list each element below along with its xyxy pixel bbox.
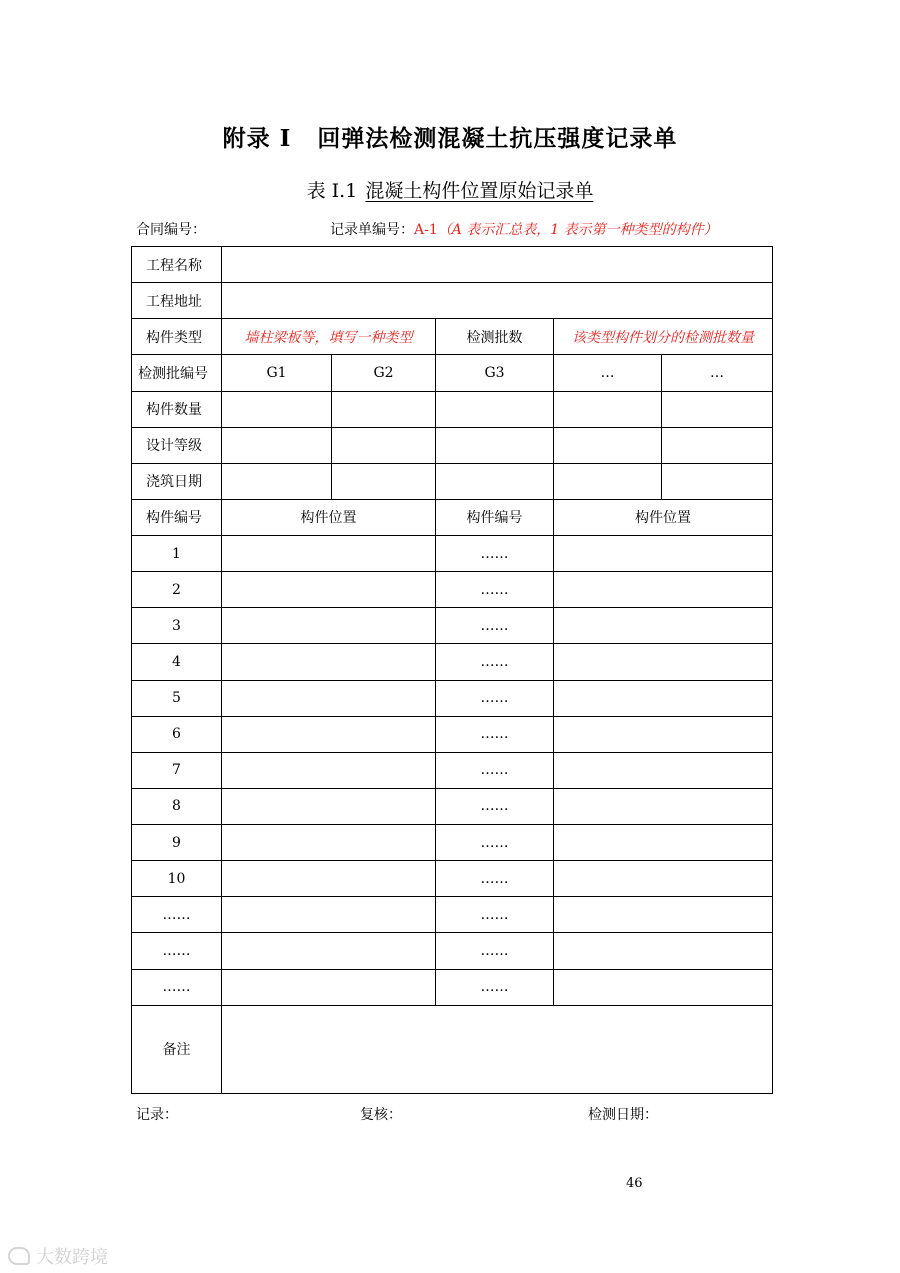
appendix-label: 附录 I [222,125,292,152]
component-type-value[interactable]: 墙柱梁板等，填写一种类型 [222,319,436,355]
component-number-2: …… [436,897,554,933]
pour-date-cell[interactable] [554,463,662,499]
component-number: …… [132,933,222,969]
component-position-field-2[interactable] [554,608,773,644]
component-count-cell[interactable] [436,391,554,427]
component-number-2: …… [436,572,554,608]
component-position-field[interactable] [222,897,436,933]
test-date-label: 检测日期： [588,1107,658,1123]
record-number-value: A-1 [414,222,438,238]
pour-date-cell[interactable] [436,463,554,499]
component-position-field[interactable] [222,933,436,969]
design-grade-label: 设计等级 [132,427,222,463]
component-number-2: …… [436,969,554,1005]
component-number: 8 [132,788,222,824]
record-number [330,219,718,239]
component-position-field[interactable] [222,861,436,897]
pour-date-cell[interactable] [662,463,773,499]
pour-date-cell[interactable] [332,463,436,499]
batch-count-value[interactable]: 该类型构件划分的检测批数量 [554,319,773,355]
table-row [132,969,773,1005]
table-row [132,897,773,933]
batch-number-cell: … [662,355,773,391]
component-count-cell[interactable] [554,391,662,427]
page-number: 46 [626,1176,643,1191]
project-name-label: 工程名称 [132,247,222,283]
component-number-2: …… [436,680,554,716]
table-row [132,788,773,824]
table-row [132,825,773,861]
component-type-row [132,319,773,355]
table-row [132,933,773,969]
appendix-title [0,120,900,153]
component-position-field[interactable] [222,788,436,824]
component-number: 4 [132,644,222,680]
component-number: 3 [132,608,222,644]
component-count-label: 构件数量 [132,391,222,427]
component-count-cell[interactable] [332,391,436,427]
batch-number-label: 检测批编号 [132,355,222,391]
component-position-field[interactable] [222,969,436,1005]
component-number: 9 [132,825,222,861]
brand-logo-icon [8,1247,30,1265]
component-position-header-2: 构件位置 [554,499,773,535]
component-position-field-2[interactable] [554,644,773,680]
component-number: 5 [132,680,222,716]
project-address-row [132,283,773,319]
project-address-label: 工程地址 [132,283,222,319]
component-position-field-2[interactable] [554,536,773,572]
watermark [8,1244,138,1268]
component-position-field-2[interactable] [554,752,773,788]
batch-number-row [132,355,773,391]
table-number: 表 I.1 [306,180,358,202]
table-row [132,752,773,788]
component-position-header: 构件位置 [222,499,436,535]
contract-number-label: 合同编号： [136,222,206,238]
component-position-field[interactable] [222,680,436,716]
design-grade-cell[interactable] [662,427,773,463]
design-grade-cell[interactable] [222,427,332,463]
project-name-row [132,247,773,283]
component-number-2: …… [436,716,554,752]
component-count-cell[interactable] [222,391,332,427]
component-position-field[interactable] [222,752,436,788]
project-address-field[interactable] [222,283,773,319]
component-position-field-2[interactable] [554,572,773,608]
component-number: 1 [132,536,222,572]
component-number: …… [132,969,222,1005]
remarks-label: 备注 [132,1005,222,1093]
watermark-text: 大数跨境 [36,1247,108,1268]
component-type-label: 构件类型 [132,319,222,355]
component-number-2: …… [436,536,554,572]
component-position-field[interactable] [222,716,436,752]
component-position-field-2[interactable] [554,680,773,716]
record-number-note: （A 表示汇总表，1 表示第一种类型的构件） [437,222,718,238]
batch-count-label: 检测批数 [436,319,554,355]
component-number-2: …… [436,933,554,969]
pour-date-row [132,463,773,499]
table-row [132,572,773,608]
remarks-field[interactable] [222,1005,773,1093]
table-row [132,608,773,644]
table-row [132,644,773,680]
batch-number-cell: … [554,355,662,391]
component-number: 10 [132,861,222,897]
appendix-title-text: 回弹法检测混凝土抗压强度记录单 [317,125,678,152]
project-name-field[interactable] [222,247,773,283]
design-grade-cell[interactable] [332,427,436,463]
component-number: 6 [132,716,222,752]
component-header-row [132,499,773,535]
component-number-2: …… [436,861,554,897]
component-number: …… [132,897,222,933]
batch-number-cell: G3 [436,355,554,391]
component-number-header: 构件编号 [132,499,222,535]
component-position-field[interactable] [222,572,436,608]
table-row [132,536,773,572]
component-position-field-2[interactable] [554,861,773,897]
component-number-2: …… [436,644,554,680]
component-number: 2 [132,572,222,608]
design-grade-row [132,427,773,463]
component-number-2: …… [436,608,554,644]
table-name: 混凝土构件位置原始记录单 [365,180,594,202]
record-table [131,246,773,1094]
component-number-2: …… [436,752,554,788]
table-row [132,680,773,716]
component-position-field[interactable] [222,825,436,861]
design-grade-cell[interactable] [436,427,554,463]
component-position-field-2[interactable] [554,825,773,861]
table-row [132,861,773,897]
component-position-field-2[interactable] [554,933,773,969]
pour-date-label: 浇筑日期 [132,463,222,499]
table-row [132,716,773,752]
batch-number-cell: G2 [332,355,436,391]
component-position-field-2[interactable] [554,716,773,752]
component-position-field[interactable] [222,644,436,680]
record-number-label: 记录单编号： [330,222,414,238]
batch-number-cell: G1 [222,355,332,391]
component-number-2: …… [436,788,554,824]
component-number: 7 [132,752,222,788]
pour-date-cell[interactable] [222,463,332,499]
component-count-cell[interactable] [662,391,773,427]
component-position-field[interactable] [222,536,436,572]
component-position-field-2[interactable] [554,788,773,824]
component-number-2: …… [436,825,554,861]
component-position-field[interactable] [222,608,436,644]
recorder-label: 记录： [136,1107,178,1123]
component-position-field-2[interactable] [554,969,773,1005]
remarks-row [132,1005,773,1093]
component-position-field-2[interactable] [554,897,773,933]
table-caption [0,176,900,203]
reviewer-label: 复核： [360,1107,402,1123]
component-count-row [132,391,773,427]
component-number-header-2: 构件编号 [436,499,554,535]
design-grade-cell[interactable] [554,427,662,463]
